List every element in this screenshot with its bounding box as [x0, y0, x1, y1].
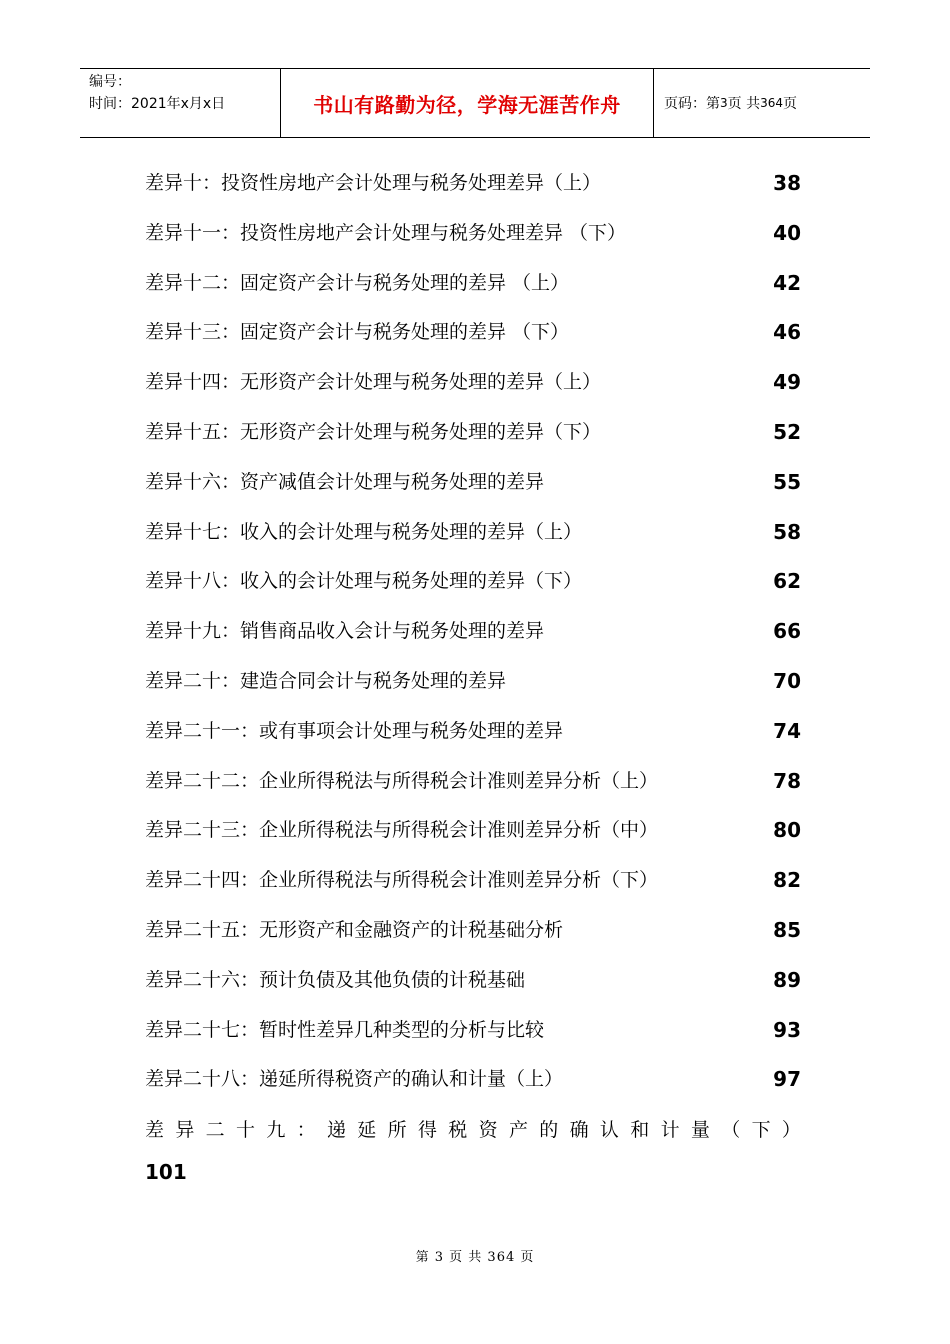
toc-entry-title: 差异二十二：企业所得税法与所得税会计准则差异分析（上）	[145, 769, 659, 792]
toc-entry-page: 97	[773, 1067, 801, 1092]
toc-entry-page: 93	[773, 1017, 801, 1042]
toc-entry[interactable]	[145, 813, 801, 863]
toc-entry[interactable]	[145, 764, 801, 814]
toc-entry-char: 计	[660, 1119, 680, 1141]
toc-entry-title	[145, 1112, 801, 1148]
toc-entry-char: 延	[357, 1119, 377, 1141]
toc-entry-char: 九	[266, 1119, 286, 1141]
toc-entry-char: 差	[145, 1119, 165, 1141]
toc-entry[interactable]	[145, 515, 801, 565]
toc-entry-char: 二	[205, 1119, 225, 1141]
toc-entry-title: 差异十：投资性房地产会计处理与税务处理差异（上）	[145, 172, 602, 194]
toc-entry[interactable]	[145, 564, 801, 614]
toc-entry-title: 差异十四：无形资产会计处理与税务处理的差异（上）	[145, 371, 602, 394]
toc-entry-title: 差异十一：投资性房地产会计处理与税务处理差异 （下）	[145, 221, 627, 244]
header-meta-cell	[80, 69, 281, 137]
toc-entry[interactable]	[145, 913, 801, 963]
toc-entry-char: 和	[630, 1119, 650, 1141]
toc-entry-char: 税	[448, 1119, 468, 1141]
toc-entry-char: 得	[417, 1119, 437, 1141]
toc-entry-last[interactable]	[145, 1112, 801, 1184]
toc-entry-title: 差异二十：建造合同会计与税务处理的差异	[145, 669, 507, 692]
toc-entry-page: 55	[773, 469, 801, 494]
toc-entry-page: 66	[773, 619, 801, 644]
toc-entry[interactable]	[145, 863, 801, 913]
toc-entry-char: 十	[235, 1119, 255, 1141]
toc-entry-title: 差异十九：销售商品收入会计与税务处理的差异	[145, 620, 545, 643]
header-page-info	[654, 69, 870, 137]
toc-entry-title: 差异二十一：或有事项会计处理与税务处理的差异	[145, 719, 564, 742]
toc-entry-page: 62	[773, 569, 801, 594]
toc-entry-title: 差异二十八：递延所得税资产的确认和计量（上）	[145, 1068, 564, 1091]
toc-entry-title: 差异二十四：企业所得税法与所得税会计准则差异分析（下）	[145, 869, 659, 892]
toc-entry-page: 82	[773, 868, 801, 893]
toc-entry-char: ：	[296, 1119, 316, 1141]
toc-entry-page: 80	[773, 818, 801, 843]
toc-entry-char: 异	[175, 1119, 195, 1141]
toc-entry-title: 差异十七：收入的会计处理与税务处理的差异（上）	[145, 520, 583, 543]
toc-entry-title: 差异二十五：无形资产和金融资产的计税基础分析	[145, 918, 564, 941]
toc-entry[interactable]	[145, 415, 801, 465]
page-number: 3	[720, 96, 728, 110]
toc-entry-char: 认	[599, 1119, 619, 1141]
toc-entry-page: 52	[773, 419, 801, 444]
toc-entry[interactable]	[145, 1013, 801, 1063]
time-label: 时间：2021年x月x日	[89, 96, 226, 112]
toc-entry[interactable]	[145, 365, 801, 415]
toc-entry-title: 差异二十六：预计负债及其他负债的计税基础	[145, 968, 526, 991]
page-total: 364	[760, 96, 783, 110]
toc-entry[interactable]	[145, 963, 801, 1013]
page-footer: 第 3 页 共 364 页	[415, 1250, 535, 1265]
page-prefix: 页码：第	[664, 96, 720, 112]
toc-entry-title: 差异十八：收入的会计处理与税务处理的差异（下）	[145, 570, 583, 593]
toc-entry-page: 40	[773, 220, 801, 245]
page-mid: 页 共	[727, 96, 761, 112]
header-motto: 书山有路勤为径，学海无涯苦作舟	[281, 69, 654, 137]
toc-entry-title: 差异十六：资产减值会计处理与税务处理的差异	[145, 470, 545, 493]
toc-entry-page: 85	[773, 917, 801, 942]
toc-entry[interactable]	[145, 216, 801, 266]
toc-entry-page: 49	[773, 370, 801, 395]
toc-entry-page: 42	[773, 270, 801, 295]
toc-entry-char: （	[721, 1119, 741, 1141]
toc-entry-char: 递	[326, 1119, 346, 1141]
toc-entry[interactable]	[145, 266, 801, 316]
toc-entry-page: 70	[773, 668, 801, 693]
serial-label: 编号：	[89, 74, 131, 90]
toc-entry-page: 38	[773, 171, 801, 195]
page-suffix: 页	[783, 96, 797, 112]
toc-entry-page: 58	[773, 519, 801, 544]
toc-entry-title: 差异十三：固定资产会计与税务处理的差异 （下）	[145, 321, 570, 344]
toc-entry[interactable]	[145, 1062, 801, 1112]
toc-entry[interactable]	[145, 664, 801, 714]
toc-entry-char: 的	[539, 1119, 559, 1141]
toc-entry[interactable]	[145, 465, 801, 515]
toc-entry-title: 差异十二：固定资产会计与税务处理的差异 （上）	[145, 271, 570, 294]
toc-entry-char: 所	[387, 1119, 407, 1141]
header-table	[80, 68, 870, 138]
toc-entry-char: ）	[781, 1119, 801, 1141]
toc-entry-char: 确	[569, 1119, 589, 1141]
toc-entry-char: 资	[478, 1119, 498, 1141]
toc-entry-page: 101	[145, 1160, 187, 1184]
toc-entry[interactable]	[145, 714, 801, 764]
toc-entry[interactable]	[145, 614, 801, 664]
toc-entry-title: 差异二十三：企业所得税法与所得税会计准则差异分析（中）	[145, 819, 659, 842]
toc-entry-page: 46	[773, 320, 801, 345]
toc-entry-page: 74	[773, 718, 801, 743]
toc-entry-page: 78	[773, 768, 801, 793]
toc-entry-title: 差异二十七：暂时性差异几种类型的分析与比较	[145, 1018, 545, 1041]
toc-entry-char: 产	[508, 1119, 528, 1141]
toc-entry-char: 下	[751, 1119, 771, 1141]
toc-entry-title: 差异十五：无形资产会计处理与税务处理的差异（下）	[145, 420, 602, 443]
table-of-contents	[145, 166, 801, 1112]
toc-entry[interactable]	[145, 166, 801, 216]
toc-entry-page: 89	[773, 967, 801, 992]
toc-entry[interactable]	[145, 315, 801, 365]
toc-entry-char: 量	[690, 1119, 710, 1141]
